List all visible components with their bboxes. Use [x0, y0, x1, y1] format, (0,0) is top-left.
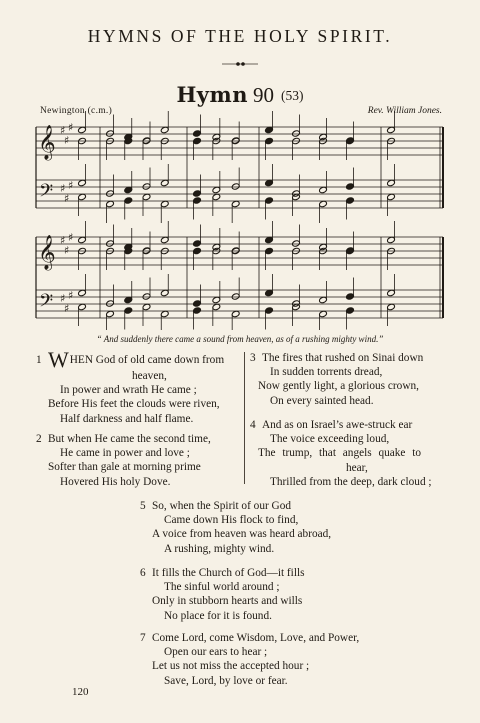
verse-6 [140, 566, 305, 623]
verse-line [140, 566, 305, 580]
verse-number: 5 [140, 500, 146, 512]
drop-cap: W [48, 347, 69, 372]
epigraph: “ And suddenly there came a sound from heaven, as of a rushing mighty wind.” [96, 334, 384, 344]
verse-text: Come Lord, come Wisdom, Love, and Power, [152, 632, 360, 644]
verse-line: Hovered His holy Dove. [60, 475, 171, 488]
verse-text: The fires that rushed on Sinai down [262, 352, 424, 364]
verse-line: Let us not miss the accepted hour ; [152, 660, 310, 673]
verse-line: In power and wrath He came ; [60, 384, 197, 397]
verse-number: 4 [250, 419, 256, 431]
verse-line: Came down His flock to find, [164, 514, 299, 527]
svg-text:♯: ♯ [60, 292, 66, 305]
svg-text:𝄢: 𝄢 [39, 291, 54, 316]
verse-line [36, 432, 211, 446]
verse-line: The voice exceeding loud, [270, 433, 390, 446]
column-divider [244, 352, 245, 484]
hymn-word: Hymn [176, 82, 249, 107]
verse-line: Softer than gale at morning prime [48, 461, 201, 474]
verse-text: And as on Israel’s awe-struck ear [262, 419, 413, 431]
verse-line: He came in power and love ; [60, 447, 190, 460]
verse-text: So, when the Spirit of our God [152, 500, 292, 512]
verse-number: 3 [250, 352, 256, 364]
page-number: 120 [72, 686, 89, 698]
verse-1 [36, 347, 225, 426]
verse-line [250, 351, 423, 365]
svg-text:♯: ♯ [68, 231, 74, 244]
verse-2 [36, 432, 211, 489]
verse-text: HEN God of old came down from [69, 354, 225, 366]
author-name: Rev. William Jones. [367, 106, 442, 116]
verse-line: Open our ears to hear ; [164, 646, 268, 659]
music-score [0, 0, 480, 330]
verse-5 [140, 499, 331, 556]
music-system-1 [36, 111, 443, 223]
verse-line: In sudden torrents dread, [270, 366, 383, 379]
verse-7 [140, 631, 359, 688]
music-system-2 [36, 221, 443, 330]
verse-text: It fills the Church of God—it fills [152, 567, 305, 579]
svg-text:♯: ♯ [60, 124, 66, 137]
svg-text:♯: ♯ [64, 244, 70, 257]
svg-text:♯: ♯ [68, 121, 74, 134]
svg-text:𝄢: 𝄢 [39, 181, 54, 206]
verse-line: The sinful world around ; [164, 581, 280, 594]
svg-text:𝄞: 𝄞 [38, 235, 56, 270]
verse-line: Before His feet the clouds were riven, [48, 398, 220, 411]
verse-line: A voice from heaven was heard abroad, [152, 528, 332, 541]
verse-line [140, 499, 331, 513]
verse-number: 6 [140, 567, 146, 579]
verse-line [140, 631, 359, 645]
verse-3 [250, 351, 423, 408]
verse-number: 2 [36, 433, 42, 445]
verse-line: heaven, [132, 370, 167, 382]
verse-line: The trump, that angels quake to [258, 447, 422, 460]
hymn-number: 90 [253, 83, 275, 107]
tune-name: Newington (c.m.) [40, 106, 113, 116]
verse-number: 1 [36, 354, 42, 366]
svg-text:♯: ♯ [68, 179, 74, 192]
verse-line: hear, [346, 461, 368, 474]
svg-text:𝄞: 𝄞 [38, 125, 56, 160]
verse-line: Only in stubborn hearts and wills [152, 595, 303, 608]
verse-line: Half darkness and half flame. [60, 412, 194, 425]
verse-line: Save, Lord, by love or fear. [164, 674, 288, 687]
svg-text:♯: ♯ [68, 289, 74, 302]
svg-text:♯: ♯ [64, 302, 70, 315]
verse-text: But when He came the second time, [48, 433, 211, 445]
verse-number: 7 [140, 632, 146, 644]
verse-line: On every sainted head. [270, 394, 374, 407]
verse-line [36, 347, 225, 372]
verse-4 [250, 418, 432, 489]
verse-line: Thrilled from the deep, dark cloud ; [270, 475, 432, 488]
page-header: HYMNS OF THE HOLY SPIRIT. [87, 26, 393, 46]
verse-line [250, 418, 432, 432]
verse-line: A rushing, mighty wind. [164, 542, 275, 555]
svg-text:♯: ♯ [60, 234, 66, 247]
svg-text:♯: ♯ [64, 192, 70, 205]
svg-text:♯: ♯ [60, 182, 66, 195]
verse-line: No place for it is found. [164, 609, 272, 622]
svg-text:♯: ♯ [64, 134, 70, 147]
hymn-alt-number: (53) [281, 88, 304, 103]
verse-line: Now gently light, a glorious crown, [258, 380, 419, 393]
